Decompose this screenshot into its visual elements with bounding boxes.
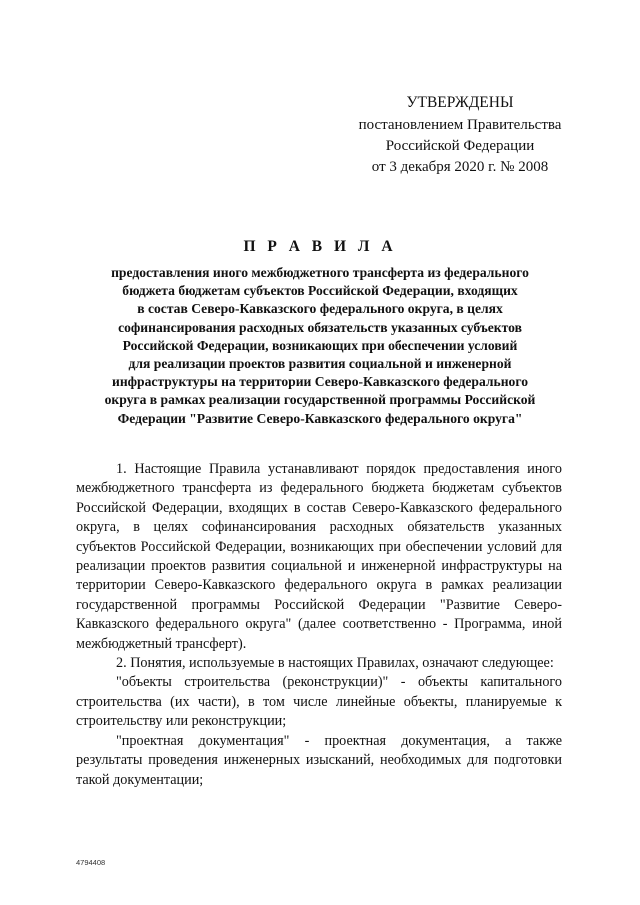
definition-project-documentation: "проектная документация" - проектная документация, а также результаты проведения инженерных изысканий, необходимых для подготовки такой документации; [76, 732, 562, 788]
definition-construction-objects: "объекты строительства (реконструкции)" - объекты капитального строительства (их части), в том числе линейные объекты, планируемые к строительству или реконструкции; [76, 674, 562, 730]
subtitle-line: для реализации проектов развития социальной и инженерной [128, 356, 512, 372]
approval-line-decree: постановлением Правительства [358, 117, 562, 133]
document-title: П Р А В И Л А [243, 238, 397, 255]
approval-line-date: от 3 декабря 2020 г. № 2008 [371, 159, 549, 175]
subtitle-line: Российской Федерации, возникающих при обеспечении условий [122, 337, 518, 353]
document-id: 4794408 [76, 858, 106, 867]
subtitle-line: Федерации "Развитие Северо-Кавказского федерального округа" [117, 410, 523, 426]
approval-line-government: Российской Федерации [385, 138, 535, 154]
subtitle-line: софинансирования расходных обязательств указанных субъектов [118, 319, 522, 335]
paragraph-1: 1. Настоящие Правила устанавливают порядок предоставления иного межбюджетного трансферта из федерального бюджета бюджетам субъектов Российской Федерации, входящих в состав Северо-Кавказского федерального округа, в целях софинансирования расходных обязательств указанных субъектов Российской Федерации, возникающих при обеспечении условий для реализации проектов развития социальной и инженерной инфраструктуры на территории Северо-Кавказского федерального округа в рамках реализации государственной программы Российской Федерации "Развитие Северо-Кавказского федерального округа" (далее соответственно - Программа, иной межбюджетный трансферт). [76, 461, 562, 652]
subtitle-line: округа в рамках реализации государственной программы Российской [104, 392, 536, 408]
paragraph-2: 2. Понятия, используемые в настоящих Правилах, означают следующее: [116, 655, 554, 672]
approval-stamp [330, 92, 590, 178]
subtitle-line: в состав Северо-Кавказского федерального округа, в целях [137, 301, 503, 317]
subtitle-line: бюджета бюджетам субъектов Российской Федерации, входящих [122, 283, 518, 299]
subtitle-line: инфраструктуры на территории Северо-Кавказского федерального [111, 374, 528, 390]
document-body [76, 460, 562, 790]
subtitle-line: предоставления иного межбюджетного трансферта из федерального [111, 265, 529, 280]
document-subtitle [80, 264, 560, 428]
approval-heading: УТВЕРЖДЕНЫ [406, 94, 514, 111]
